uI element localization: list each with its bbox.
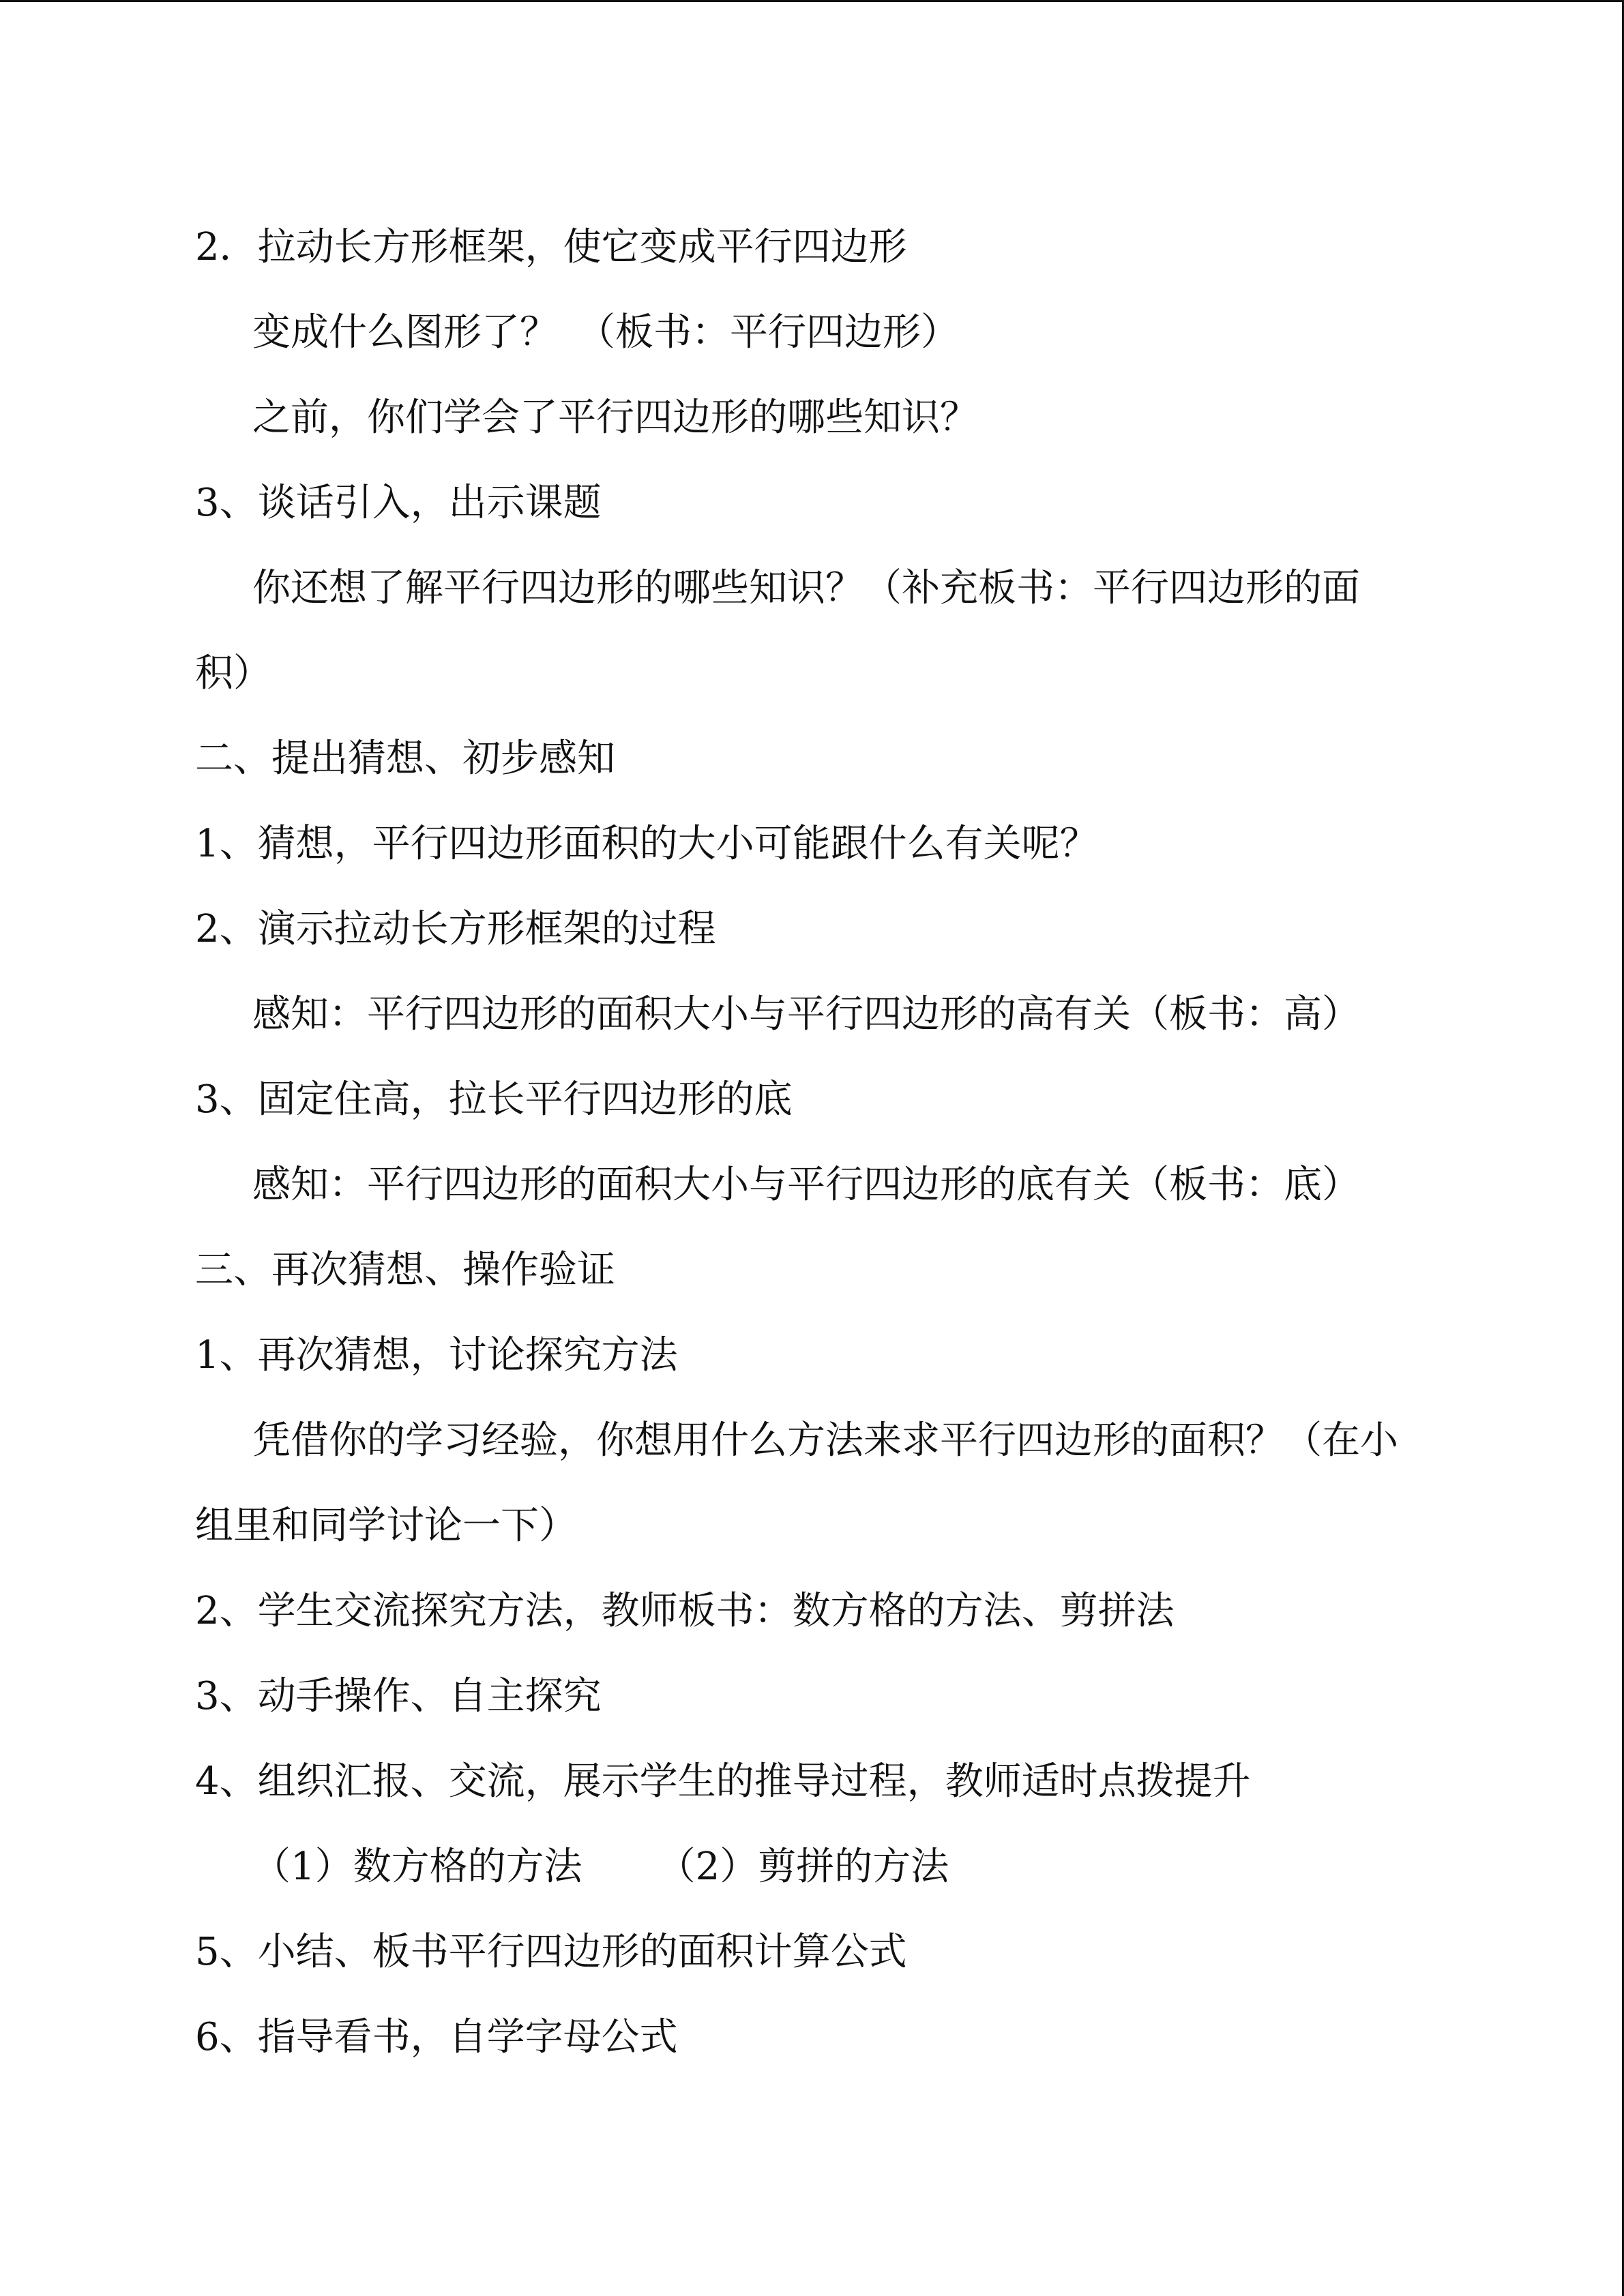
list-item: 1、猜想，平行四边形面积的大小可能跟什么有关呢？ xyxy=(195,822,1098,866)
method-option: （1）数方格的方法 xyxy=(252,1845,582,1889)
paragraph-continuation: 组里和同学讨论一下） xyxy=(195,1504,577,1548)
document-body xyxy=(195,205,1409,2080)
page-top-border xyxy=(0,0,1624,2)
question-line: 变成什么图形了？ （板书：平行四边形） xyxy=(252,310,959,355)
section-heading-three: 三、再次猜想、操作验证 xyxy=(195,1248,615,1292)
paragraph-line: 感知：平行四边形的面积大小与平行四边形的底有关（板书：底） xyxy=(252,1163,1360,1207)
question-line: 之前，你们学会了平行四边形的哪些知识？ xyxy=(252,396,978,440)
list-item: 3、固定住高，拉长平行四边形的底 xyxy=(195,1077,793,1122)
list-item: 4、组织汇报、交流，展示学生的推导过程，教师适时点拨提升 xyxy=(195,1759,1251,1804)
section-heading-two: 二、提出猜想、初步感知 xyxy=(195,736,615,781)
list-item: 3、动手操作、自主探究 xyxy=(195,1674,602,1718)
list-item: 2、学生交流探究方法，教师板书：数方格的方法、剪拼法 xyxy=(195,1589,1175,1633)
method-option: （2）剪拼的方法 xyxy=(657,1845,949,1889)
paragraph-line: 凭借你的学习经验，你想用什么方法来求平行四边形的面积？（在小 xyxy=(252,1418,1398,1463)
list-item: 1、再次猜想，讨论探究方法 xyxy=(195,1333,678,1377)
list-item: 6、指导看书，自学字母公式 xyxy=(195,2015,678,2059)
paragraph-line: 你还想了解平行四边形的哪些知识？（补充板书：平行四边形的面 xyxy=(252,566,1360,610)
paragraph-line: 感知：平行四边形的面积大小与平行四边形的高有关（板书：高） xyxy=(252,992,1360,1037)
list-item: 2、演示拉动长方形框架的过程 xyxy=(195,907,716,951)
method-options-line xyxy=(195,1824,1409,1909)
step-3-heading: 3、谈话引入，出示课题 xyxy=(195,481,602,525)
list-item: 5、小结、板书平行四边形的面积计算公式 xyxy=(195,1930,907,1974)
step-2-heading: 2．拉动长方形框架，使它变成平行四边形 xyxy=(195,225,907,269)
paragraph-continuation: 积） xyxy=(195,651,271,696)
